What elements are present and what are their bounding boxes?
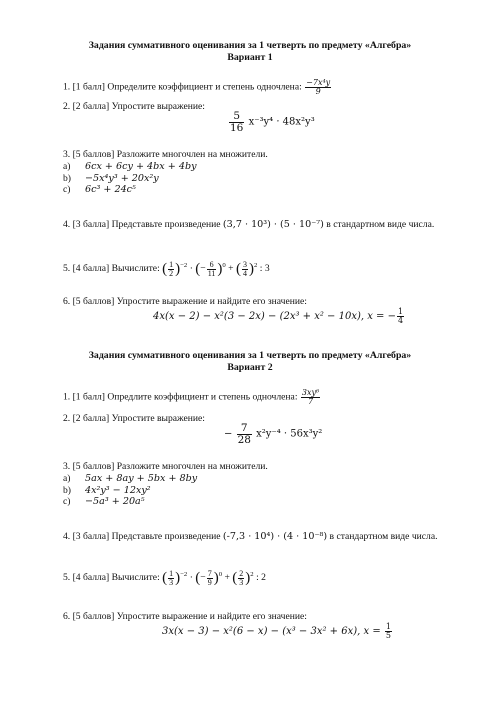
v2-task3-list [63,473,197,508]
v2-task2-fraction: $\frac{7}{28}$ [237,422,251,446]
v2-task4-text-after: в стандартном виде числа. [329,531,438,542]
list-item: a) 5ax + 8ay + 5bx + 8by [63,473,198,484]
v1-task5: 5. [4 балла] Вычислите: ( $\frac{1}{2}$ )$^{-2}$ · (− $\frac{6}{11}$ )$^0$ + ( $\frac{3}{4}$ )$^2$ : 3 [63,259,270,278]
v1-task1-monomial [305,79,331,96]
v1-task6-polynomial: 4x(x − 2) − x²(3 − 2x) − (2x³ + x² − 10x), x = − [153,311,396,322]
variant1-title: Задания суммативного оценивания за 1 четверть по предмету «Алгебра» [88,40,412,51]
list-item: b) −5x⁴y³ + 20x²y [63,172,159,184]
v2-task1-text: 1. [1 балл] Опредлите коэффициент и степень одночлена: [63,391,298,403]
v1-task4-text: 4. [3 балла] Представьте произведение [63,219,221,230]
list-item: c) 6c³ + 24c⁵ [63,184,136,195]
v1-task4-text-after: в стандартном виде числа. [326,219,435,230]
v1-task3-text: 3. [5 баллов] Разложите многочлен на множители. [63,149,268,160]
v1-task5-divisor: : 3 [259,263,270,275]
variant1-label: Вариант 1 [227,52,273,63]
v1-task2-denominator: 16 [230,121,244,134]
v2-task6-text: 6. [5 баллов] Упростите выражение и найдите его значение: [63,611,307,622]
v1-task2-text: 2. [2 балла] Упростите выражение: [63,101,205,112]
v1-task2-numerator: 5 [229,111,244,123]
v1-task4 [63,219,434,231]
v2-task4-expression: (-7,3 · 10⁴) · (4 · 10⁻⁸) [222,531,328,542]
variant2-label: Вариант 2 [227,362,273,373]
v2-task4-text: 4. [3 балла] Представьте произведение [63,531,221,542]
list-item: c) −5a³ + 20a⁵ [63,496,145,507]
v2-task2-product: x²y⁻⁴ · 56x³y² [256,428,323,440]
v2-task5-divisor: : 2 [256,572,266,584]
v2-task1 [63,389,321,406]
list-item: a) 6cx + 6cy + 4bx + 4by [63,161,197,172]
v2-task6-polynomial: 3x(x − 3) − x²(6 − x) − (x³ − 3x² + 6x), x = [162,626,384,637]
variant2-title: Задания суммативного оценивания за 1 четверть по предмету «Алгебра» [88,350,412,361]
v1-task5-text: 5. [4 балла] Вычислите: [63,263,160,275]
v1-task4-expression: (3,7 · 10³) · (5 · 10⁻⁷) [222,219,324,230]
v2-task2-text: 2. [2 балла] Упростите выражение: [63,413,205,424]
v1-task1-denominator: 9 [315,87,321,96]
list-item: b) 4x²y³ − 12xy² [63,484,151,496]
v2-task5: 5. [4 балла] Вычислите: ( $\frac{1}{3}$ )$^{-2}$ · (− $\frac{7}{9}$ )$^0$ + ( $\frac{2}{3}$ )$^2$ : 2 [63,568,266,587]
v2-task1-monomial: $\frac{\text{3xy⁶}}{7}$ [301,388,320,406]
v1-task2-product: x⁻³y⁴ · 48x²y³ [248,116,315,128]
v2-task5-text: 5. [4 балла] Вычислите: [63,572,160,584]
v1-task3-list [63,161,197,196]
v2-task6-expression: 3x(x − 3) − x²(6 − x) − (x³ − 3x² + 6x), x = $\frac{1}{5}$ [162,622,391,640]
v2-task2-expression: − $\frac{7}{28}$ x²y⁻⁴ · 56x³y² [224,422,323,446]
v2-task3-text: 3. [5 баллов] Разложите многочлен на множители. [63,461,268,472]
v1-task6-expression: 4x(x − 2) − x²(3 − 2x) − (2x³ + x² − 10x), x = − $\frac{1}{4}$ [153,307,404,325]
v1-task1-text: 1. [1 балл] Определите коэффициент и степень одночлена: [63,81,302,93]
v1-task1-numerator: −7x⁴y [306,78,331,87]
v2-task4 [63,531,438,543]
v1-task2-fraction [229,111,244,133]
v1-task1 [63,79,332,96]
v1-task2-expression [228,111,315,133]
v1-task6-text: 6. [5 баллов] Упростите выражение и найдите его значение: [63,296,307,307]
